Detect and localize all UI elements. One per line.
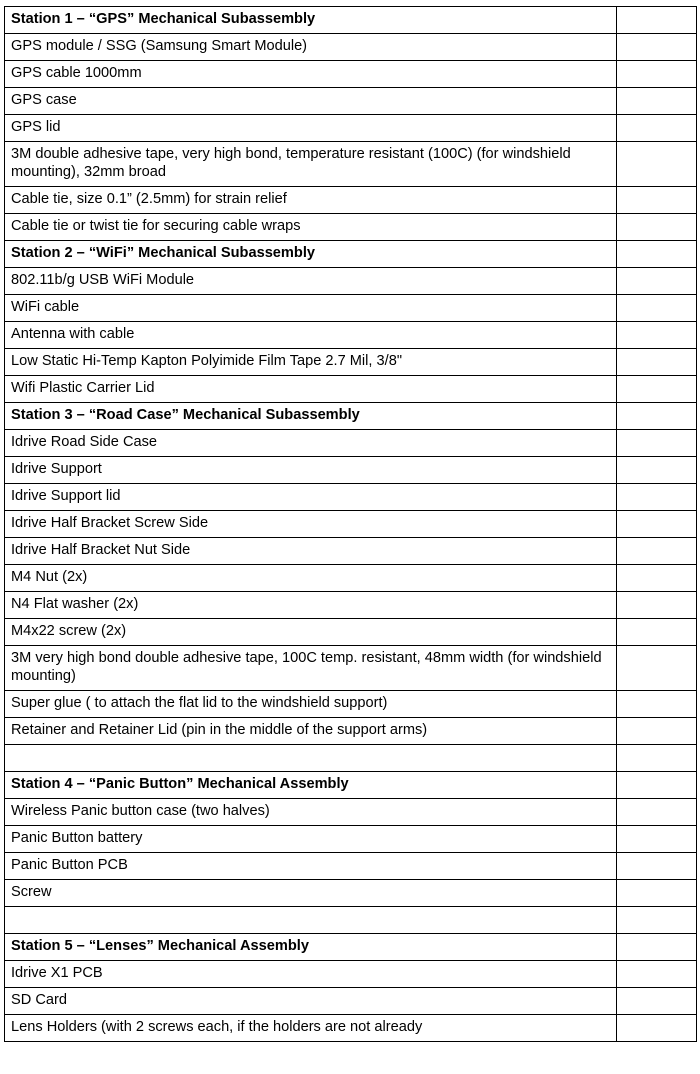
quantity-cell bbox=[617, 34, 697, 61]
section-header-cell: Station 1 – “GPS” Mechanical Subassembly bbox=[5, 7, 617, 34]
section-header-cell: Station 2 – “WiFi” Mechanical Subassembly bbox=[5, 240, 617, 267]
item-description-cell: Wifi Plastic Carrier Lid bbox=[5, 375, 617, 402]
table-row bbox=[5, 61, 697, 88]
quantity-cell bbox=[617, 933, 697, 960]
quantity-cell bbox=[617, 510, 697, 537]
table-row bbox=[5, 744, 697, 771]
quantity-cell bbox=[617, 213, 697, 240]
quantity-cell bbox=[617, 744, 697, 771]
quantity-cell bbox=[617, 429, 697, 456]
table-row bbox=[5, 933, 697, 960]
table-row bbox=[5, 852, 697, 879]
item-description-cell: Panic Button battery bbox=[5, 825, 617, 852]
item-description-cell: Idrive Half Bracket Nut Side bbox=[5, 537, 617, 564]
table-row bbox=[5, 456, 697, 483]
item-description-cell: 802.11b/g USB WiFi Module bbox=[5, 267, 617, 294]
table-row bbox=[5, 115, 697, 142]
quantity-cell bbox=[617, 906, 697, 933]
quantity-cell bbox=[617, 987, 697, 1014]
item-description-cell: GPS cable 1000mm bbox=[5, 61, 617, 88]
section-header-cell: Station 5 – “Lenses” Mechanical Assembly bbox=[5, 933, 617, 960]
quantity-cell bbox=[617, 690, 697, 717]
table-row bbox=[5, 825, 697, 852]
quantity-cell bbox=[617, 240, 697, 267]
table-row bbox=[5, 267, 697, 294]
table-row bbox=[5, 240, 697, 267]
table-row bbox=[5, 987, 697, 1014]
table-row bbox=[5, 1014, 697, 1041]
quantity-cell bbox=[617, 115, 697, 142]
table-row bbox=[5, 88, 697, 115]
quantity-cell bbox=[617, 879, 697, 906]
quantity-cell bbox=[617, 771, 697, 798]
quantity-cell bbox=[617, 591, 697, 618]
item-description-cell: Idrive Support bbox=[5, 456, 617, 483]
table-row bbox=[5, 348, 697, 375]
table-row bbox=[5, 645, 697, 690]
item-description-cell: Cable tie or twist tie for securing cable wraps bbox=[5, 213, 617, 240]
item-description-cell: Idrive X1 PCB bbox=[5, 960, 617, 987]
quantity-cell bbox=[617, 618, 697, 645]
quantity-cell bbox=[617, 61, 697, 88]
quantity-cell bbox=[617, 537, 697, 564]
quantity-cell bbox=[617, 960, 697, 987]
item-description-cell: N4 Flat washer (2x) bbox=[5, 591, 617, 618]
quantity-cell bbox=[617, 483, 697, 510]
section-header-cell: Station 3 – “Road Case” Mechanical Subassembly bbox=[5, 402, 617, 429]
item-description-cell: Low Static Hi-Temp Kapton Polyimide Film Tape 2.7 Mil, 3/8" bbox=[5, 348, 617, 375]
item-description-cell: 3M double adhesive tape, very high bond, temperature resistant (100C) (for windshield mounting), 32mm broad bbox=[5, 142, 617, 187]
table-row bbox=[5, 906, 697, 933]
table-row bbox=[5, 798, 697, 825]
table-row bbox=[5, 294, 697, 321]
table-row bbox=[5, 960, 697, 987]
item-description-cell: SD Card bbox=[5, 987, 617, 1014]
table-row bbox=[5, 7, 697, 34]
table-row bbox=[5, 510, 697, 537]
quantity-cell bbox=[617, 348, 697, 375]
quantity-cell bbox=[617, 852, 697, 879]
quantity-cell bbox=[617, 645, 697, 690]
bill-of-materials-table bbox=[4, 6, 697, 1042]
table-row bbox=[5, 591, 697, 618]
table-row bbox=[5, 564, 697, 591]
quantity-cell bbox=[617, 717, 697, 744]
table-row bbox=[5, 34, 697, 61]
quantity-cell bbox=[617, 267, 697, 294]
table-row bbox=[5, 142, 697, 187]
quantity-cell bbox=[617, 456, 697, 483]
item-description-cell: Idrive Half Bracket Screw Side bbox=[5, 510, 617, 537]
item-description-cell bbox=[5, 744, 617, 771]
quantity-cell bbox=[617, 7, 697, 34]
item-description-cell: Antenna with cable bbox=[5, 321, 617, 348]
item-description-cell: M4 Nut (2x) bbox=[5, 564, 617, 591]
quantity-cell bbox=[617, 1014, 697, 1041]
quantity-cell bbox=[617, 142, 697, 187]
table-row bbox=[5, 690, 697, 717]
item-description-cell: Idrive Road Side Case bbox=[5, 429, 617, 456]
quantity-cell bbox=[617, 88, 697, 115]
quantity-cell bbox=[617, 375, 697, 402]
quantity-cell bbox=[617, 186, 697, 213]
item-description-cell: GPS case bbox=[5, 88, 617, 115]
table-row bbox=[5, 402, 697, 429]
item-description-cell: Cable tie, size 0.1” (2.5mm) for strain relief bbox=[5, 186, 617, 213]
item-description-cell: Idrive Support lid bbox=[5, 483, 617, 510]
item-description-cell: Super glue ( to attach the flat lid to the windshield support) bbox=[5, 690, 617, 717]
item-description-cell: GPS lid bbox=[5, 115, 617, 142]
table-row bbox=[5, 879, 697, 906]
table-row bbox=[5, 429, 697, 456]
item-description-cell: Wireless Panic button case (two halves) bbox=[5, 798, 617, 825]
quantity-cell bbox=[617, 294, 697, 321]
table-row bbox=[5, 537, 697, 564]
item-description-cell: 3M very high bond double adhesive tape, 100C temp. resistant, 48mm width (for windshield mounting) bbox=[5, 645, 617, 690]
section-header-cell: Station 4 – “Panic Button” Mechanical Assembly bbox=[5, 771, 617, 798]
table-row bbox=[5, 483, 697, 510]
table-row bbox=[5, 213, 697, 240]
item-description-cell: M4x22 screw (2x) bbox=[5, 618, 617, 645]
quantity-cell bbox=[617, 825, 697, 852]
quantity-cell bbox=[617, 798, 697, 825]
item-description-cell: Lens Holders (with 2 screws each, if the holders are not already bbox=[5, 1014, 617, 1041]
item-description-cell bbox=[5, 906, 617, 933]
quantity-cell bbox=[617, 564, 697, 591]
table-row bbox=[5, 717, 697, 744]
item-description-cell: Panic Button PCB bbox=[5, 852, 617, 879]
table-row bbox=[5, 321, 697, 348]
table-row bbox=[5, 375, 697, 402]
item-description-cell: Retainer and Retainer Lid (pin in the middle of the support arms) bbox=[5, 717, 617, 744]
quantity-cell bbox=[617, 402, 697, 429]
table-body bbox=[5, 7, 697, 1042]
item-description-cell: GPS module / SSG (Samsung Smart Module) bbox=[5, 34, 617, 61]
table-row bbox=[5, 771, 697, 798]
table-row bbox=[5, 618, 697, 645]
table-row bbox=[5, 186, 697, 213]
item-description-cell: Screw bbox=[5, 879, 617, 906]
item-description-cell: WiFi cable bbox=[5, 294, 617, 321]
quantity-cell bbox=[617, 321, 697, 348]
